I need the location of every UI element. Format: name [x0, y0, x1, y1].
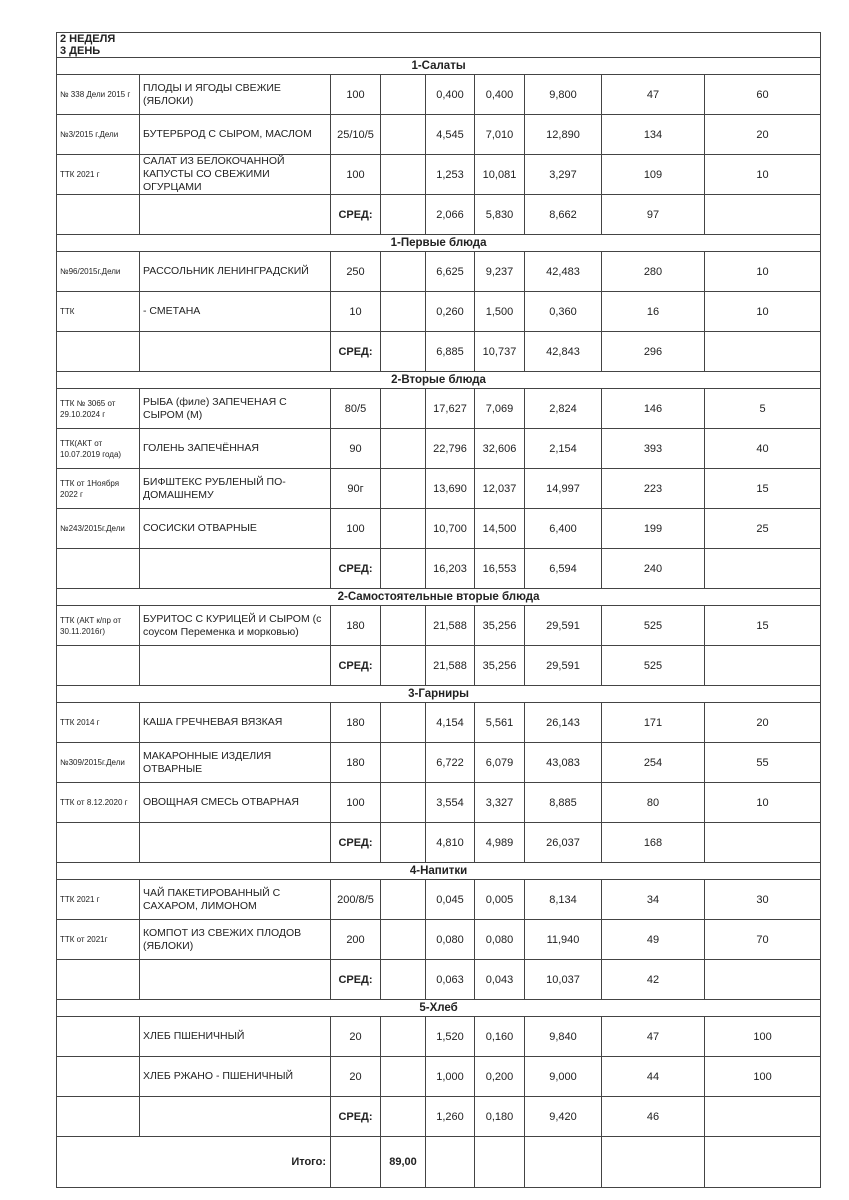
- fat: 6,079: [475, 743, 525, 783]
- price: [381, 252, 426, 292]
- average-row: [57, 332, 821, 372]
- recipe-source: ТТК(АКТ от 10.07.2019 года): [57, 429, 140, 469]
- price: [381, 469, 426, 509]
- vitamin-c: 60: [705, 75, 821, 115]
- protein: 0,045: [426, 880, 475, 920]
- fat: 5,561: [475, 703, 525, 743]
- avg-vitamin-c: [705, 195, 821, 235]
- section-header: [57, 58, 821, 75]
- section-title: 2-Самостоятельные вторые блюда: [57, 589, 821, 606]
- recipe-source: ТТК от 8.12.2020 г: [57, 783, 140, 823]
- vitamin-c: 100: [705, 1017, 821, 1057]
- empty-cell: [57, 960, 140, 1000]
- calories: 134: [602, 115, 705, 155]
- portion: 25/10/5: [331, 115, 381, 155]
- protein: 4,545: [426, 115, 475, 155]
- portion: 100: [331, 783, 381, 823]
- avg-calories: 525: [602, 646, 705, 686]
- empty-cell: [381, 960, 426, 1000]
- table-row: [57, 155, 821, 195]
- recipe-source: ТТК 2014 г: [57, 703, 140, 743]
- empty-cell: [140, 823, 331, 863]
- average-row: [57, 1097, 821, 1137]
- portion: 200/8/5: [331, 880, 381, 920]
- calories: 80: [602, 783, 705, 823]
- recipe-source: №3/2015 г.Дели: [57, 115, 140, 155]
- protein: 13,690: [426, 469, 475, 509]
- calories: 47: [602, 75, 705, 115]
- fat: 10,081: [475, 155, 525, 195]
- calories: 254: [602, 743, 705, 783]
- section-title: 5-Хлеб: [57, 1000, 821, 1017]
- portion: 250: [331, 252, 381, 292]
- portion: 20: [331, 1057, 381, 1097]
- calories: 393: [602, 429, 705, 469]
- carbs: 2,154: [525, 429, 602, 469]
- calories: 49: [602, 920, 705, 960]
- empty-cell: [381, 195, 426, 235]
- empty-cell: [381, 1097, 426, 1137]
- avg-fat: 35,256: [475, 646, 525, 686]
- dish-name: - СМЕТАНА: [140, 292, 331, 332]
- avg-carbs: 9,420: [525, 1097, 602, 1137]
- avg-protein: 16,203: [426, 549, 475, 589]
- fat: 0,200: [475, 1057, 525, 1097]
- avg-calories: 42: [602, 960, 705, 1000]
- recipe-source: №243/2015г.Дели: [57, 509, 140, 549]
- vitamin-c: 70: [705, 920, 821, 960]
- avg-carbs: 10,037: [525, 960, 602, 1000]
- portion: 180: [331, 743, 381, 783]
- empty-cell: [331, 1137, 381, 1188]
- recipe-source: №309/2015г.Дели: [57, 743, 140, 783]
- avg-fat: 4,989: [475, 823, 525, 863]
- day-label: 3 ДЕНЬ: [60, 45, 101, 57]
- average-label: СРЕД:: [331, 646, 381, 686]
- section-header: [57, 1000, 821, 1017]
- table-row: [57, 783, 821, 823]
- fat: 7,069: [475, 389, 525, 429]
- vitamin-c: 10: [705, 252, 821, 292]
- empty-cell: [381, 332, 426, 372]
- average-label: СРЕД:: [331, 1097, 381, 1137]
- table-row: [57, 1057, 821, 1097]
- protein: 17,627: [426, 389, 475, 429]
- vitamin-c: 25: [705, 509, 821, 549]
- table-row: [57, 509, 821, 549]
- empty-cell: [140, 960, 331, 1000]
- dish-name: БИФШТЕКС РУБЛЕНЫЙ ПО-ДОМАШНЕМУ: [140, 469, 331, 509]
- carbs: 6,400: [525, 509, 602, 549]
- avg-calories: 240: [602, 549, 705, 589]
- dish-name: БУРИТОС С КУРИЦЕЙ И СЫРОМ (с соусом Переменка и морковью): [140, 606, 331, 646]
- avg-vitamin-c: [705, 332, 821, 372]
- average-label: СРЕД:: [331, 960, 381, 1000]
- table-row: [57, 252, 821, 292]
- calories: 34: [602, 880, 705, 920]
- protein: 21,588: [426, 606, 475, 646]
- protein: 1,520: [426, 1017, 475, 1057]
- avg-fat: 16,553: [475, 549, 525, 589]
- empty-cell: [57, 1097, 140, 1137]
- table-row: [57, 880, 821, 920]
- avg-calories: 97: [602, 195, 705, 235]
- average-label: СРЕД:: [331, 195, 381, 235]
- protein: 1,000: [426, 1057, 475, 1097]
- avg-fat: 0,180: [475, 1097, 525, 1137]
- avg-calories: 296: [602, 332, 705, 372]
- price: [381, 115, 426, 155]
- average-row: [57, 646, 821, 686]
- price: [381, 783, 426, 823]
- fat: 0,005: [475, 880, 525, 920]
- avg-carbs: 29,591: [525, 646, 602, 686]
- price: [381, 880, 426, 920]
- dish-name: МАКАРОННЫЕ ИЗДЕЛИЯ ОТВАРНЫЕ: [140, 743, 331, 783]
- calories: 109: [602, 155, 705, 195]
- average-row: [57, 195, 821, 235]
- empty-cell: [381, 823, 426, 863]
- calories: 280: [602, 252, 705, 292]
- average-label: СРЕД:: [331, 549, 381, 589]
- recipe-source: ТТК 2021 г: [57, 155, 140, 195]
- carbs: 12,890: [525, 115, 602, 155]
- calories: 223: [602, 469, 705, 509]
- recipe-source: ТТК: [57, 292, 140, 332]
- total-value: 89,00: [381, 1137, 426, 1188]
- avg-carbs: 6,594: [525, 549, 602, 589]
- price: [381, 75, 426, 115]
- avg-protein: 6,885: [426, 332, 475, 372]
- carbs: 2,824: [525, 389, 602, 429]
- average-row: [57, 549, 821, 589]
- avg-vitamin-c: [705, 1097, 821, 1137]
- dish-name: ХЛЕБ ПШЕНИЧНЫЙ: [140, 1017, 331, 1057]
- average-row: [57, 960, 821, 1000]
- vitamin-c: 30: [705, 880, 821, 920]
- empty-cell: [705, 1137, 821, 1188]
- avg-protein: 2,066: [426, 195, 475, 235]
- price: [381, 292, 426, 332]
- dish-name: ОВОЩНАЯ СМЕСЬ ОТВАРНАЯ: [140, 783, 331, 823]
- vitamin-c: 15: [705, 606, 821, 646]
- dish-name: САЛАТ ИЗ БЕЛОКОЧАННОЙ КАПУСТЫ СО СВЕЖИМИ ОГУРЦАМИ: [140, 155, 331, 195]
- protein: 3,554: [426, 783, 475, 823]
- vitamin-c: 15: [705, 469, 821, 509]
- carbs: 43,083: [525, 743, 602, 783]
- carbs: 29,591: [525, 606, 602, 646]
- carbs: 9,800: [525, 75, 602, 115]
- portion: 80/5: [331, 389, 381, 429]
- calories: 171: [602, 703, 705, 743]
- vitamin-c: 10: [705, 783, 821, 823]
- portion: 100: [331, 75, 381, 115]
- portion: 20: [331, 1017, 381, 1057]
- fat: 32,606: [475, 429, 525, 469]
- recipe-source: № 338 Дели 2015 г: [57, 75, 140, 115]
- table-row: [57, 389, 821, 429]
- calories: 47: [602, 1017, 705, 1057]
- recipe-source: ТТК (АКТ к/пр от 30.11.2016г): [57, 606, 140, 646]
- section-header: [57, 589, 821, 606]
- avg-fat: 0,043: [475, 960, 525, 1000]
- avg-vitamin-c: [705, 646, 821, 686]
- avg-carbs: 26,037: [525, 823, 602, 863]
- section-header: [57, 863, 821, 880]
- carbs: 14,997: [525, 469, 602, 509]
- protein: 6,722: [426, 743, 475, 783]
- section-title: 4-Напитки: [57, 863, 821, 880]
- total-label: Итого:: [57, 1137, 331, 1188]
- avg-protein: 4,810: [426, 823, 475, 863]
- recipe-source: [57, 1057, 140, 1097]
- fat: 35,256: [475, 606, 525, 646]
- price: [381, 703, 426, 743]
- avg-carbs: 42,843: [525, 332, 602, 372]
- empty-cell: [57, 823, 140, 863]
- avg-fat: 10,737: [475, 332, 525, 372]
- table-row: [57, 115, 821, 155]
- vitamin-c: 40: [705, 429, 821, 469]
- carbs: 3,297: [525, 155, 602, 195]
- table-row: [57, 920, 821, 960]
- section-header: [57, 686, 821, 703]
- table-row: [57, 292, 821, 332]
- empty-cell: [140, 549, 331, 589]
- avg-protein: 1,260: [426, 1097, 475, 1137]
- fat: 1,500: [475, 292, 525, 332]
- empty-cell: [602, 1137, 705, 1188]
- avg-calories: 46: [602, 1097, 705, 1137]
- dish-name: БУТЕРБРОД С СЫРОМ, МАСЛОМ: [140, 115, 331, 155]
- fat: 0,080: [475, 920, 525, 960]
- recipe-source: №96/2015г.Дели: [57, 252, 140, 292]
- table-row: [57, 703, 821, 743]
- empty-cell: [57, 646, 140, 686]
- price: [381, 429, 426, 469]
- dish-name: КАША ГРЕЧНЕВАЯ ВЯЗКАЯ: [140, 703, 331, 743]
- recipe-source: ТТК от 2021г: [57, 920, 140, 960]
- average-row: [57, 823, 821, 863]
- empty-cell: [381, 549, 426, 589]
- dish-name: ГОЛЕНЬ ЗАПЕЧЁННАЯ: [140, 429, 331, 469]
- header-cell: [57, 33, 821, 58]
- vitamin-c: 100: [705, 1057, 821, 1097]
- section-title: 1-Первые блюда: [57, 235, 821, 252]
- table-row: [57, 429, 821, 469]
- fat: 14,500: [475, 509, 525, 549]
- price: [381, 155, 426, 195]
- portion: 100: [331, 155, 381, 195]
- header-row: [57, 33, 821, 58]
- week-label: 2 НЕДЕЛЯ: [60, 33, 116, 45]
- fat: 9,237: [475, 252, 525, 292]
- fat: 7,010: [475, 115, 525, 155]
- fat: 0,160: [475, 1017, 525, 1057]
- empty-cell: [140, 646, 331, 686]
- price: [381, 920, 426, 960]
- table-row: [57, 1017, 821, 1057]
- calories: 146: [602, 389, 705, 429]
- avg-vitamin-c: [705, 823, 821, 863]
- empty-cell: [140, 195, 331, 235]
- dish-name: КОМПОТ ИЗ СВЕЖИХ ПЛОДОВ (ЯБЛОКИ): [140, 920, 331, 960]
- dish-name: РАССОЛЬНИК ЛЕНИНГРАДСКИЙ: [140, 252, 331, 292]
- avg-protein: 21,588: [426, 646, 475, 686]
- empty-cell: [475, 1137, 525, 1188]
- carbs: 11,940: [525, 920, 602, 960]
- carbs: 8,885: [525, 783, 602, 823]
- recipe-source: ТТК № 3065 от 29.10.2024 г: [57, 389, 140, 429]
- portion: 180: [331, 703, 381, 743]
- section-title: 3-Гарниры: [57, 686, 821, 703]
- calories: 44: [602, 1057, 705, 1097]
- table-row: [57, 606, 821, 646]
- protein: 1,253: [426, 155, 475, 195]
- dish-name: ЧАЙ ПАКЕТИРОВАННЫЙ С САХАРОМ, ЛИМОНОМ: [140, 880, 331, 920]
- portion: 90г: [331, 469, 381, 509]
- empty-cell: [57, 332, 140, 372]
- price: [381, 509, 426, 549]
- empty-cell: [57, 549, 140, 589]
- section-header: [57, 372, 821, 389]
- table-row: [57, 75, 821, 115]
- dish-name: СОСИСКИ ОТВАРНЫЕ: [140, 509, 331, 549]
- calories: 525: [602, 606, 705, 646]
- carbs: 9,840: [525, 1017, 602, 1057]
- table-row: [57, 743, 821, 783]
- protein: 0,080: [426, 920, 475, 960]
- vitamin-c: 10: [705, 155, 821, 195]
- carbs: 42,483: [525, 252, 602, 292]
- avg-fat: 5,830: [475, 195, 525, 235]
- menu-table: [56, 32, 821, 1188]
- calories: 16: [602, 292, 705, 332]
- vitamin-c: 5: [705, 389, 821, 429]
- fat: 3,327: [475, 783, 525, 823]
- empty-cell: [381, 646, 426, 686]
- dish-name: ХЛЕБ РЖАНО - ПШЕНИЧНЫЙ: [140, 1057, 331, 1097]
- section-header: [57, 235, 821, 252]
- empty-cell: [140, 1097, 331, 1137]
- portion: 100: [331, 509, 381, 549]
- carbs: 0,360: [525, 292, 602, 332]
- average-label: СРЕД:: [331, 332, 381, 372]
- portion: 180: [331, 606, 381, 646]
- recipe-source: ТТК от 1Ноября 2022 г: [57, 469, 140, 509]
- price: [381, 606, 426, 646]
- avg-carbs: 8,662: [525, 195, 602, 235]
- recipe-source: [57, 1017, 140, 1057]
- protein: 0,400: [426, 75, 475, 115]
- carbs: 8,134: [525, 880, 602, 920]
- protein: 22,796: [426, 429, 475, 469]
- price: [381, 743, 426, 783]
- portion: 200: [331, 920, 381, 960]
- vitamin-c: 10: [705, 292, 821, 332]
- portion: 10: [331, 292, 381, 332]
- protein: 10,700: [426, 509, 475, 549]
- protein: 6,625: [426, 252, 475, 292]
- table-row: [57, 469, 821, 509]
- empty-cell: [525, 1137, 602, 1188]
- vitamin-c: 20: [705, 115, 821, 155]
- avg-vitamin-c: [705, 960, 821, 1000]
- section-title: 2-Вторые блюда: [57, 372, 821, 389]
- vitamin-c: 55: [705, 743, 821, 783]
- price: [381, 1057, 426, 1097]
- dish-name: ПЛОДЫ И ЯГОДЫ СВЕЖИЕ (ЯБЛОКИ): [140, 75, 331, 115]
- empty-cell: [426, 1137, 475, 1188]
- avg-vitamin-c: [705, 549, 821, 589]
- price: [381, 389, 426, 429]
- carbs: 9,000: [525, 1057, 602, 1097]
- avg-calories: 168: [602, 823, 705, 863]
- recipe-source: ТТК 2021 г: [57, 880, 140, 920]
- calories: 199: [602, 509, 705, 549]
- protein: 4,154: [426, 703, 475, 743]
- protein: 0,260: [426, 292, 475, 332]
- price: [381, 1017, 426, 1057]
- avg-protein: 0,063: [426, 960, 475, 1000]
- dish-name: РЫБА (филе) ЗАПЕЧЕНАЯ С СЫРОМ (М): [140, 389, 331, 429]
- vitamin-c: 20: [705, 703, 821, 743]
- average-label: СРЕД:: [331, 823, 381, 863]
- empty-cell: [57, 195, 140, 235]
- total-row: [57, 1137, 821, 1188]
- fat: 12,037: [475, 469, 525, 509]
- carbs: 26,143: [525, 703, 602, 743]
- section-title: 1-Салаты: [57, 58, 821, 75]
- portion: 90: [331, 429, 381, 469]
- fat: 0,400: [475, 75, 525, 115]
- empty-cell: [140, 332, 331, 372]
